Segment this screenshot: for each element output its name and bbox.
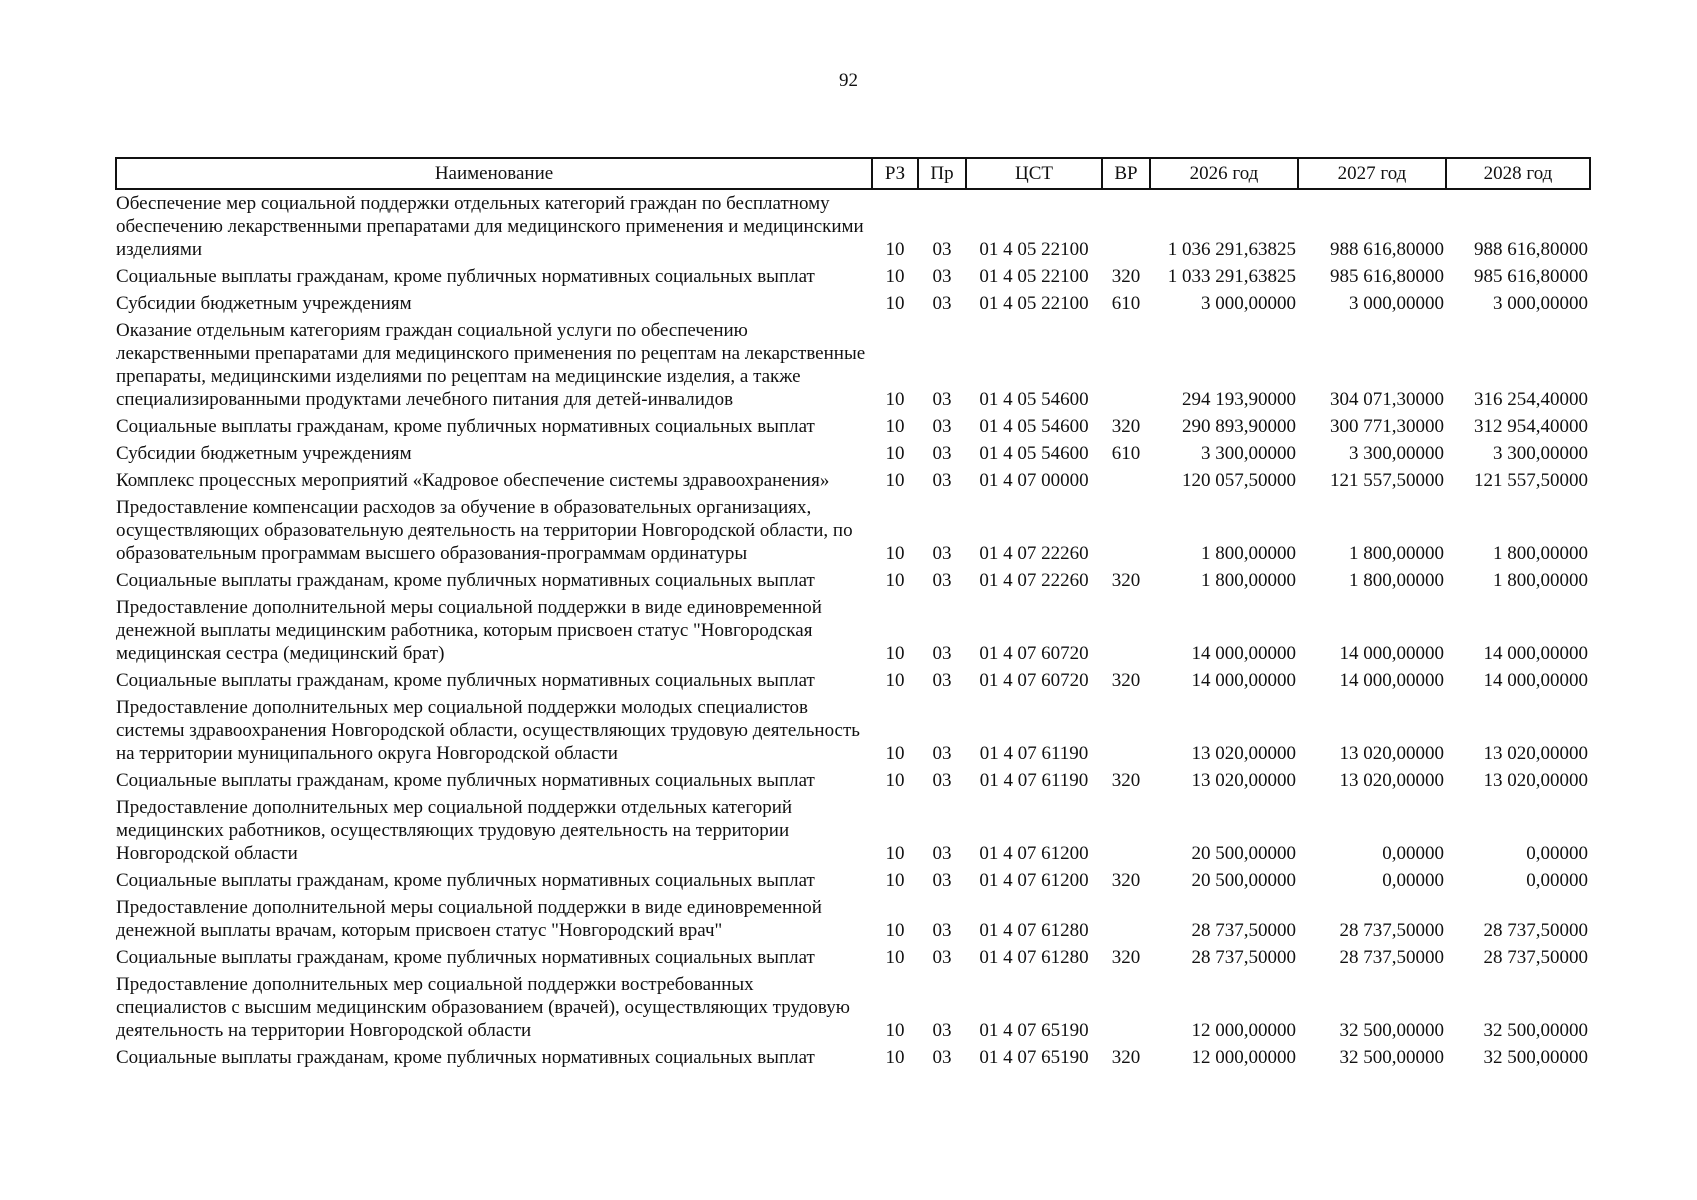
cell-2028: 1 800,00000 (1493, 570, 1588, 591)
cell-rz: 10 (885, 1047, 905, 1068)
cell-2026: 290 893,90000 (1182, 416, 1296, 437)
cell-name: Социальные выплаты гражданам, кроме публичных нормативных социальных выплат (116, 416, 815, 437)
column-header-vr: ВР (1102, 158, 1150, 189)
cell-2026: 12 000,00000 (1191, 1020, 1296, 1041)
cell-vr: 610 (1111, 293, 1141, 314)
cell-vr: 320 (1111, 266, 1141, 287)
cell-cst: 01 4 05 54600 (979, 389, 1089, 410)
cell-name: Предоставление дополнительной меры социальной поддержки в виде единовременной денежной выплаты врачам, которым присвоен статус "Новгородский врач" (116, 897, 822, 941)
cell-2026: 1 800,00000 (1201, 570, 1296, 591)
cell-vr (1102, 317, 1150, 413)
cell-cst: 01 4 07 61190 (979, 770, 1089, 791)
column-header-name: Наименование (116, 158, 872, 189)
cell-cst: 01 4 07 61190 (979, 743, 1089, 764)
cell-name: Социальные выплаты гражданам, кроме публичных нормативных социальных выплат (116, 670, 815, 691)
cell-cst: 01 4 07 00000 (979, 470, 1089, 491)
cell-2027: 32 500,00000 (1339, 1020, 1444, 1041)
cell-2026: 1 800,00000 (1201, 543, 1296, 564)
cell-vr (1102, 594, 1150, 667)
cell-pr: 03 (932, 870, 952, 891)
cell-2026: 1 033 291,63825 (1167, 266, 1296, 287)
cell-name: Предоставление дополнительных мер социальной поддержки отдельных категорий медицинских работников, осуществляющих трудовую деятельность на территории Новгородской области (116, 797, 793, 864)
table-body (116, 189, 1590, 1071)
cell-name: Предоставление дополнительных мер социальной поддержки востребованных специалистов с высшим медицинским образованием (врачей), осуществляющих трудовую деятельность на территории Новгородской области (116, 974, 850, 1041)
cell-cst: 01 4 05 22100 (979, 239, 1089, 260)
table-row (116, 567, 1590, 594)
cell-cst: 01 4 07 61200 (979, 843, 1089, 864)
cell-2026: 120 057,50000 (1182, 470, 1296, 491)
cell-2028: 121 557,50000 (1474, 470, 1588, 491)
cell-cst: 01 4 07 61280 (979, 920, 1089, 941)
cell-rz: 10 (885, 743, 905, 764)
cell-vr: 320 (1111, 947, 1141, 968)
cell-2028: 13 020,00000 (1483, 743, 1588, 764)
cell-vr (1102, 894, 1150, 944)
table-row (116, 189, 1590, 263)
cell-pr: 03 (932, 843, 952, 864)
cell-2028: 0,00000 (1526, 843, 1588, 864)
cell-rz: 10 (885, 920, 905, 941)
cell-rz: 10 (885, 570, 905, 591)
cell-rz: 10 (885, 947, 905, 968)
cell-rz: 10 (885, 266, 905, 287)
cell-2027: 1 800,00000 (1349, 543, 1444, 564)
cell-2027: 14 000,00000 (1339, 643, 1444, 664)
cell-2028: 312 954,40000 (1474, 416, 1588, 437)
cell-rz: 10 (885, 770, 905, 791)
cell-2026: 13 020,00000 (1191, 770, 1296, 791)
cell-2028: 3 000,00000 (1493, 293, 1588, 314)
cell-pr: 03 (932, 1020, 952, 1041)
cell-rz: 10 (885, 239, 905, 260)
table-row (116, 971, 1590, 1044)
cell-vr (1102, 794, 1150, 867)
cell-2027: 0,00000 (1382, 843, 1444, 864)
cell-vr: 320 (1111, 770, 1141, 791)
cell-pr: 03 (932, 920, 952, 941)
cell-pr: 03 (932, 470, 952, 491)
cell-2027: 988 616,80000 (1330, 239, 1444, 260)
cell-name: Социальные выплаты гражданам, кроме публичных нормативных социальных выплат (116, 770, 815, 791)
cell-2027: 13 020,00000 (1339, 770, 1444, 791)
cell-2027: 13 020,00000 (1339, 743, 1444, 764)
cell-name: Субсидии бюджетным учреждениям (116, 443, 412, 464)
table-row (116, 867, 1590, 894)
table-row (116, 694, 1590, 767)
cell-2027: 1 800,00000 (1349, 570, 1444, 591)
cell-2027: 28 737,50000 (1339, 920, 1444, 941)
cell-vr: 320 (1111, 570, 1141, 591)
cell-name: Обеспечение мер социальной поддержки отдельных категорий граждан по бесплатному обеспечению лекарственными препаратами для медицинского применения и медицинскими изделиями (116, 193, 864, 260)
cell-vr: 610 (1111, 443, 1141, 464)
cell-2026: 28 737,50000 (1191, 947, 1296, 968)
table-row (116, 290, 1590, 317)
table-row (116, 944, 1590, 971)
cell-2028: 14 000,00000 (1483, 670, 1588, 691)
column-header-pr: Пр (918, 158, 966, 189)
cell-name: Предоставление компенсации расходов за обучение в образовательных организациях, осуществляющих образовательную деятельность на территории Новгородской области, по образовательным программам высшего образования-программам ординатуры (116, 497, 853, 564)
cell-2026: 20 500,00000 (1191, 843, 1296, 864)
cell-cst: 01 4 05 54600 (979, 443, 1089, 464)
cell-rz: 10 (885, 643, 905, 664)
cell-2027: 14 000,00000 (1339, 670, 1444, 691)
cell-2028: 3 300,00000 (1493, 443, 1588, 464)
cell-name: Оказание отдельным категориям граждан социальной услуги по обеспечению лекарственными препаратами для медицинского применения по рецептам на лекарственные препараты, медицинскими изделиями по рецептам на медицинские изделия, а также специализированными продуктами лечебного питания для детей-инвалидов (116, 320, 866, 410)
cell-cst: 01 4 07 65190 (979, 1047, 1089, 1068)
cell-vr (1102, 189, 1150, 263)
cell-2028: 28 737,50000 (1483, 947, 1588, 968)
table-row (116, 894, 1590, 944)
cell-rz: 10 (885, 843, 905, 864)
table-row (116, 1044, 1590, 1071)
cell-rz: 10 (885, 543, 905, 564)
cell-2028: 28 737,50000 (1483, 920, 1588, 941)
cell-cst: 01 4 05 22100 (979, 266, 1089, 287)
table-row (116, 767, 1590, 794)
cell-cst: 01 4 07 61200 (979, 870, 1089, 891)
cell-2027: 985 616,80000 (1330, 266, 1444, 287)
cell-2026: 294 193,90000 (1182, 389, 1296, 410)
table-row (116, 263, 1590, 290)
cell-pr: 03 (932, 293, 952, 314)
cell-pr: 03 (932, 1047, 952, 1068)
cell-2028: 988 616,80000 (1474, 239, 1588, 260)
cell-2028: 32 500,00000 (1483, 1020, 1588, 1041)
table-row (116, 413, 1590, 440)
cell-cst: 01 4 07 22260 (979, 543, 1089, 564)
cell-pr: 03 (932, 239, 952, 260)
cell-2028: 0,00000 (1526, 870, 1588, 891)
cell-2027: 3 300,00000 (1349, 443, 1444, 464)
table-row (116, 317, 1590, 413)
cell-pr: 03 (932, 443, 952, 464)
cell-rz: 10 (885, 416, 905, 437)
table-row (116, 594, 1590, 667)
cell-2027: 300 771,30000 (1330, 416, 1444, 437)
table-row (116, 467, 1590, 494)
cell-name: Предоставление дополнительных мер социальной поддержки молодых специалистов системы здравоохранения Новгородской области, осуществляющих трудовую деятельность на территории муниципального округа Новгородской области (116, 697, 860, 764)
cell-2026: 20 500,00000 (1191, 870, 1296, 891)
cell-2028: 985 616,80000 (1474, 266, 1588, 287)
column-header-2027: 2027 год (1298, 158, 1446, 189)
cell-2026: 1 036 291,63825 (1167, 239, 1296, 260)
cell-vr: 320 (1111, 1047, 1141, 1068)
cell-vr (1102, 694, 1150, 767)
cell-pr: 03 (932, 416, 952, 437)
cell-rz: 10 (885, 389, 905, 410)
cell-2026: 3 000,00000 (1201, 293, 1296, 314)
cell-2027: 304 071,30000 (1330, 389, 1444, 410)
cell-name: Социальные выплаты гражданам, кроме публичных нормативных социальных выплат (116, 1047, 815, 1068)
cell-name: Субсидии бюджетным учреждениям (116, 293, 412, 314)
cell-pr: 03 (932, 947, 952, 968)
cell-pr: 03 (932, 389, 952, 410)
cell-vr: 320 (1111, 416, 1141, 437)
cell-rz: 10 (885, 470, 905, 491)
cell-pr: 03 (932, 643, 952, 664)
cell-2027: 0,00000 (1382, 870, 1444, 891)
cell-cst: 01 4 05 22100 (979, 293, 1089, 314)
column-header-2026: 2026 год (1150, 158, 1298, 189)
table-row (116, 667, 1590, 694)
cell-vr: 320 (1111, 870, 1141, 891)
cell-2027: 3 000,00000 (1349, 293, 1444, 314)
cell-pr: 03 (932, 670, 952, 691)
table-row (116, 494, 1590, 567)
cell-rz: 10 (885, 870, 905, 891)
cell-cst: 01 4 07 61280 (979, 947, 1089, 968)
cell-rz: 10 (885, 670, 905, 691)
cell-rz: 10 (885, 1020, 905, 1041)
cell-cst: 01 4 07 60720 (979, 643, 1089, 664)
cell-rz: 10 (885, 293, 905, 314)
cell-2026: 13 020,00000 (1191, 743, 1296, 764)
cell-pr: 03 (932, 770, 952, 791)
budget-table (115, 157, 1591, 1071)
cell-cst: 01 4 07 60720 (979, 670, 1089, 691)
page-number: 92 (839, 70, 858, 91)
cell-2026: 12 000,00000 (1191, 1047, 1296, 1068)
cell-pr: 03 (932, 543, 952, 564)
cell-pr: 03 (932, 743, 952, 764)
cell-2028: 316 254,40000 (1474, 389, 1588, 410)
cell-2027: 121 557,50000 (1330, 470, 1444, 491)
cell-pr: 03 (932, 266, 952, 287)
cell-vr (1102, 467, 1150, 494)
cell-cst: 01 4 07 22260 (979, 570, 1089, 591)
cell-2026: 28 737,50000 (1191, 920, 1296, 941)
cell-2028: 32 500,00000 (1483, 1047, 1588, 1068)
cell-name: Социальные выплаты гражданам, кроме публичных нормативных социальных выплат (116, 947, 815, 968)
cell-name: Социальные выплаты гражданам, кроме публичных нормативных социальных выплат (116, 570, 815, 591)
cell-vr (1102, 971, 1150, 1044)
table-header-row (116, 158, 1590, 189)
cell-cst: 01 4 07 65190 (979, 1020, 1089, 1041)
table-row (116, 794, 1590, 867)
cell-name: Социальные выплаты гражданам, кроме публичных нормативных социальных выплат (116, 870, 815, 891)
cell-2027: 28 737,50000 (1339, 947, 1444, 968)
cell-2028: 14 000,00000 (1483, 643, 1588, 664)
table-row (116, 440, 1590, 467)
cell-2028: 13 020,00000 (1483, 770, 1588, 791)
cell-2026: 3 300,00000 (1201, 443, 1296, 464)
column-header-2028: 2028 год (1446, 158, 1590, 189)
cell-2028: 1 800,00000 (1493, 543, 1588, 564)
cell-vr: 320 (1111, 670, 1141, 691)
cell-cst: 01 4 05 54600 (979, 416, 1089, 437)
cell-name: Предоставление дополнительной меры социальной поддержки в виде единовременной денежной выплаты медицинским работника, которым присвоен статус "Новгородская медицинская сестра (медицинский брат) (116, 597, 822, 664)
cell-rz: 10 (885, 443, 905, 464)
cell-name: Социальные выплаты гражданам, кроме публичных нормативных социальных выплат (116, 266, 815, 287)
cell-2026: 14 000,00000 (1191, 670, 1296, 691)
cell-pr: 03 (932, 570, 952, 591)
column-header-cst: ЦСТ (966, 158, 1102, 189)
column-header-rz: РЗ (872, 158, 918, 189)
cell-name: Комплекс процессных мероприятий «Кадровое обеспечение системы здравоохранения» (116, 470, 830, 491)
cell-2026: 14 000,00000 (1191, 643, 1296, 664)
cell-vr (1102, 494, 1150, 567)
cell-2027: 32 500,00000 (1339, 1047, 1444, 1068)
